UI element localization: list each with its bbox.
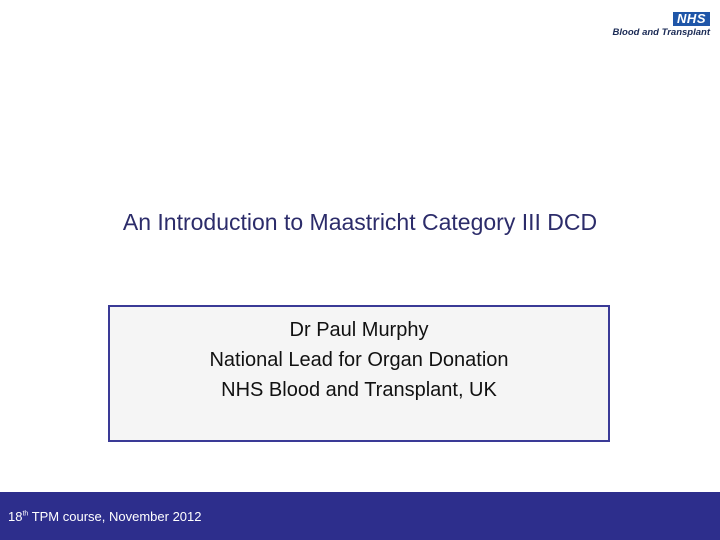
nhs-logo-badge: NHS <box>673 12 710 26</box>
nhs-logo-subtitle: Blood and Transplant <box>612 27 710 38</box>
ordinal-suffix: th <box>22 510 29 518</box>
slide-title: An Introduction to Maastricht Category III DCD <box>122 209 598 235</box>
footer-bar <box>0 492 720 540</box>
presenter-role: National Lead for Organ Donation <box>209 349 509 371</box>
nhs-logo <box>594 10 714 40</box>
presenter-organisation: NHS Blood and Transplant, UK <box>221 379 497 401</box>
presenter-name: Dr Paul Murphy <box>289 319 429 341</box>
presenter-box <box>108 305 610 442</box>
footer-course-text <box>8 509 201 524</box>
course-number: 18 <box>8 509 23 524</box>
course-details: TPM course, November 2012 <box>28 509 202 524</box>
